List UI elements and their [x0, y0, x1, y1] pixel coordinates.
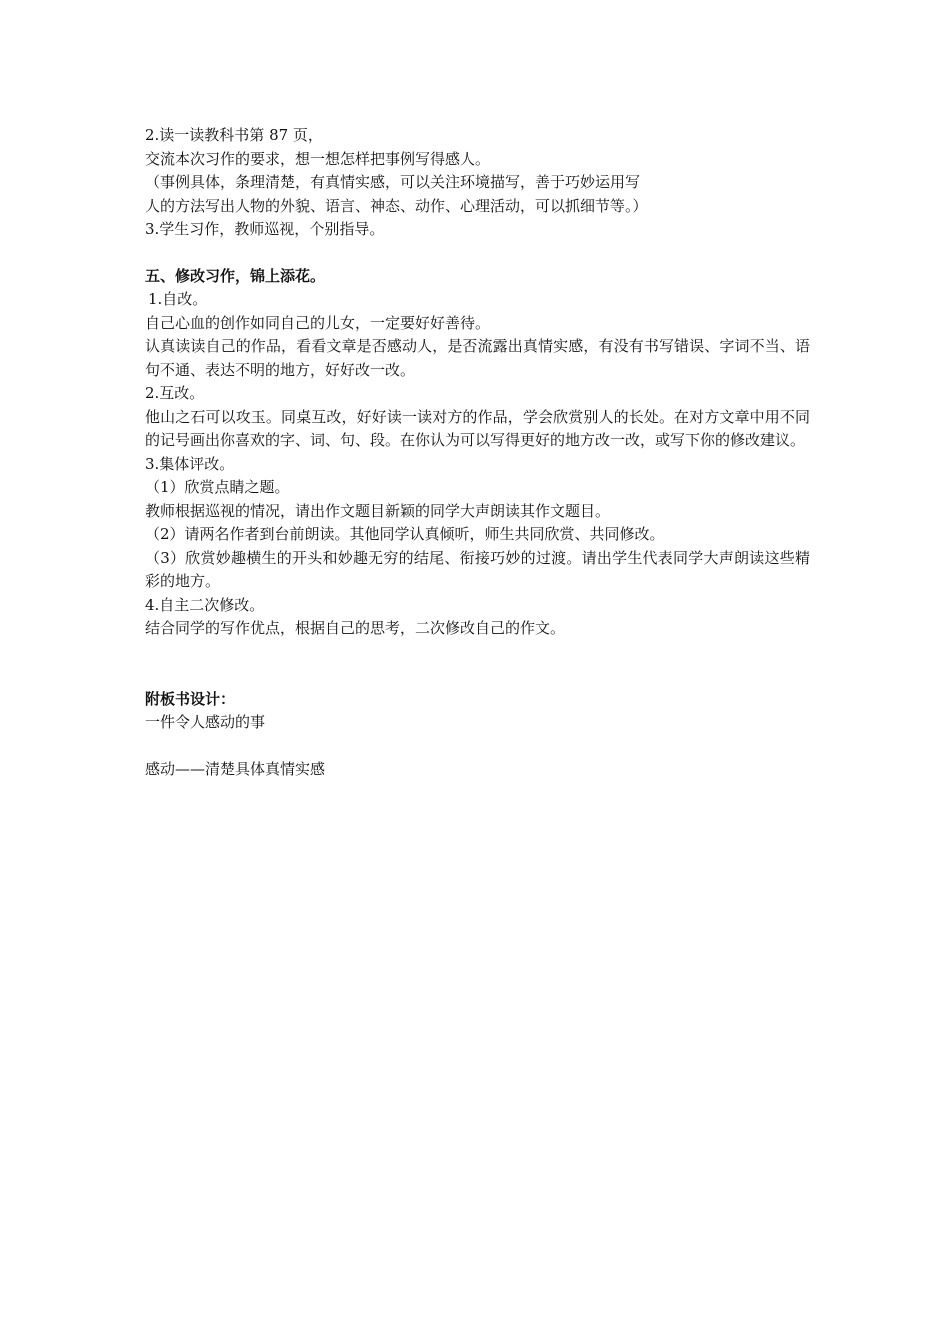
section-heading: 附板书设计：	[145, 690, 236, 708]
board-title: 一件令人感动的事	[145, 713, 266, 731]
text-line: 2.读一读教科书第 87 页，	[145, 126, 323, 144]
board-summary: 感动——清楚具体真情实感	[145, 759, 326, 778]
section-four-tail	[145, 124, 810, 242]
paragraph: 教师根据巡视的情况，请出作文题目新颖的同学大声朗读其作文题目。	[145, 501, 611, 520]
subsection-title: 1.自改。	[148, 290, 208, 308]
paragraph: 认真读读自己的作品，看看文章是否感动人，是否流露出真情实感，有没有书写错误、字词不当、语句不通、表达不明的地方，好好改一改。	[145, 337, 810, 379]
text-line: 交流本次习作的要求，想一想怎样把事例写得感人。	[145, 149, 491, 168]
text-line: 人的方法写出人物的外貌、语言、神态、动作、心理活动，可以抓细节等。）	[145, 196, 648, 215]
list-item: （1）欣赏点睛之题。	[145, 478, 290, 496]
paragraph: 自己心血的创作如同自己的儿女，一定要好好善待。	[145, 313, 491, 332]
paragraph: 结合同学的写作优点，根据自己的思考，二次修改自己的作文。	[145, 619, 566, 637]
spacer	[145, 641, 810, 688]
subsection-title: 2.互改。	[145, 384, 205, 402]
section-heading: 五、修改习作，锦上添花。	[145, 267, 326, 285]
text-line: 3.学生习作，教师巡视，个别指导。	[145, 220, 385, 238]
list-item: （2）请两名作者到台前朗读。其他同学认真倾听，师生共同欣赏、共同修改。	[145, 525, 665, 543]
subsection-title: 3.集体评改。	[145, 454, 235, 473]
spacer	[145, 242, 810, 265]
paragraph: 他山之石可以攻玉。同桌互改，好好读一读对方的作品，学会欣赏别人的长处。在对方文章中用不同的记号画出你喜欢的字、词、句、段。在你认为可以写得更好的地方改一改，或写下你的修改建议。	[145, 407, 810, 449]
document-page	[145, 124, 810, 781]
text-line: （事例具体，条理清楚，有真情实感，可以关注环境描写，善于巧妙运用写	[145, 173, 641, 191]
board-design	[145, 688, 810, 782]
section-five	[145, 265, 810, 641]
subsection-title: 4.自主二次修改。	[145, 595, 265, 614]
spacer	[145, 735, 810, 758]
list-item: （3）欣赏妙趣横生的开头和妙趣无穷的结尾、衔接巧妙的过渡。请出学生代表同学大声朗读这些精彩的地方。	[145, 548, 810, 590]
